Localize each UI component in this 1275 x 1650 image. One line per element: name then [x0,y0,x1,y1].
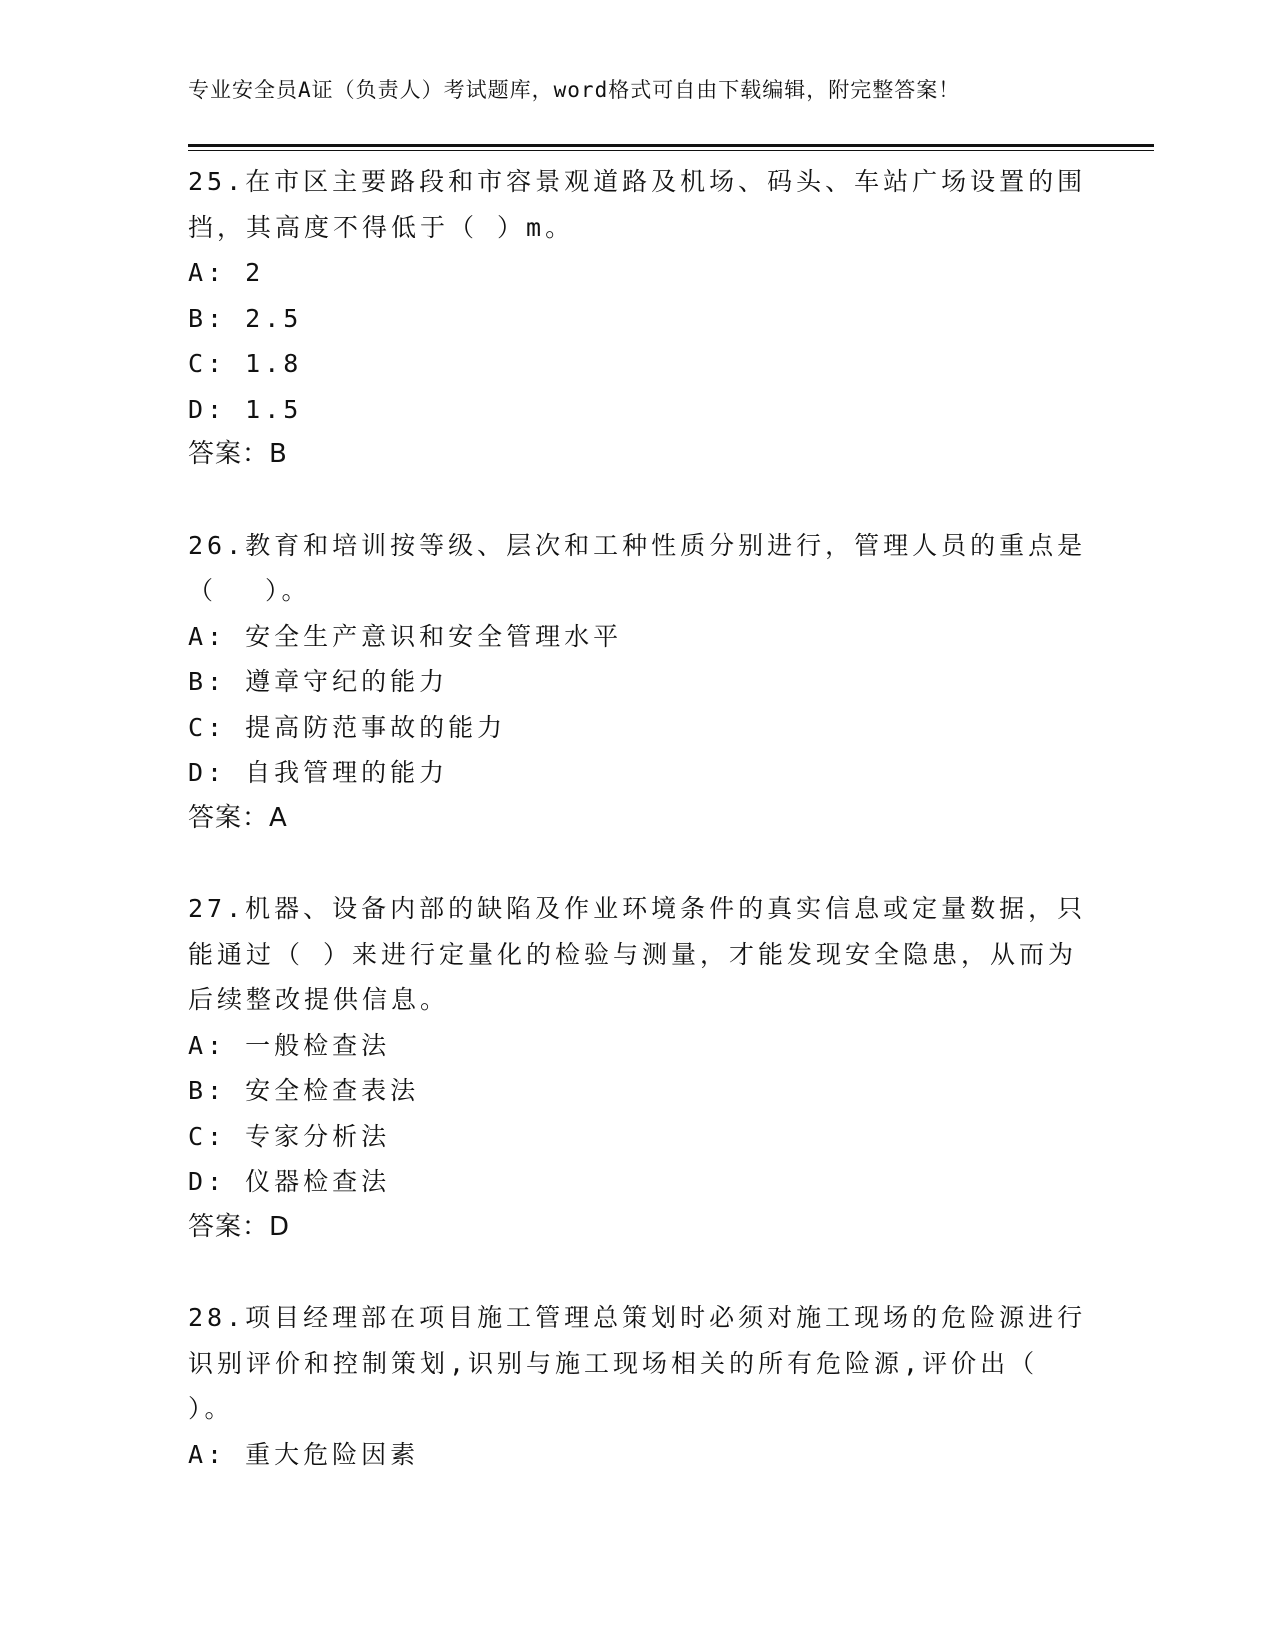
question-list [188,159,1088,1522]
question-28 [188,1295,1088,1477]
answer: 答案：D [188,1211,291,1242]
option-b: B: 安全检查表法 [188,1076,420,1105]
question-text: 28.项目经理部在项目施工管理总策划时必须对施工现场的危险源进行识别评价和控制策划,识别与施工现场相关的所有危险源,评价出（ ）。 [188,1303,1087,1423]
option-d: D: 仪器检查法 [188,1167,391,1196]
option-c: C: 专家分析法 [188,1121,391,1151]
option-d: D: 1.5 [188,394,303,424]
option-a: A: 一般检查法 [188,1030,391,1060]
option-c: C: 提高防范事故的能力 [188,712,507,742]
question-text: 27.机器、设备内部的缺陷及作业环境条件的真实信息或定量数据，只能通过（ ）来进行定量化的检验与测量，才能发现安全隐患，从而为后续整改提供信息。 [188,894,1087,1014]
question-text: 25.在市区主要路段和市容景观道路及机场、码头、车站广场设置的围挡，其高度不得低于（ ）m。 [188,167,1087,242]
question-26 [188,523,1088,842]
option-b: B: 2.5 [188,303,303,333]
option-a: A: 安全生产意识和安全管理水平 [188,621,623,651]
document-header: 专业安全员A证（负责人）考试题库，word格式可自由下载编辑，附完整答案！ [188,78,961,102]
header-divider-thick [188,144,1154,147]
answer: 答案：B [188,439,288,469]
option-b: B: 遵章守纪的能力 [188,667,449,696]
option-c: C: 1.8 [188,349,303,378]
question-text: 26.教育和培训按等级、层次和工种性质分别进行，管理人员的重点是（ ）。 [188,530,1087,605]
option-a: A: 重大危险因素 [188,1439,420,1469]
option-d: D: 自我管理的能力 [188,758,449,787]
header-divider-thin [188,150,1154,151]
option-a: A: 2 [188,258,265,287]
question-25 [188,159,1088,478]
answer: 答案：A [188,802,288,833]
question-27 [188,886,1088,1250]
